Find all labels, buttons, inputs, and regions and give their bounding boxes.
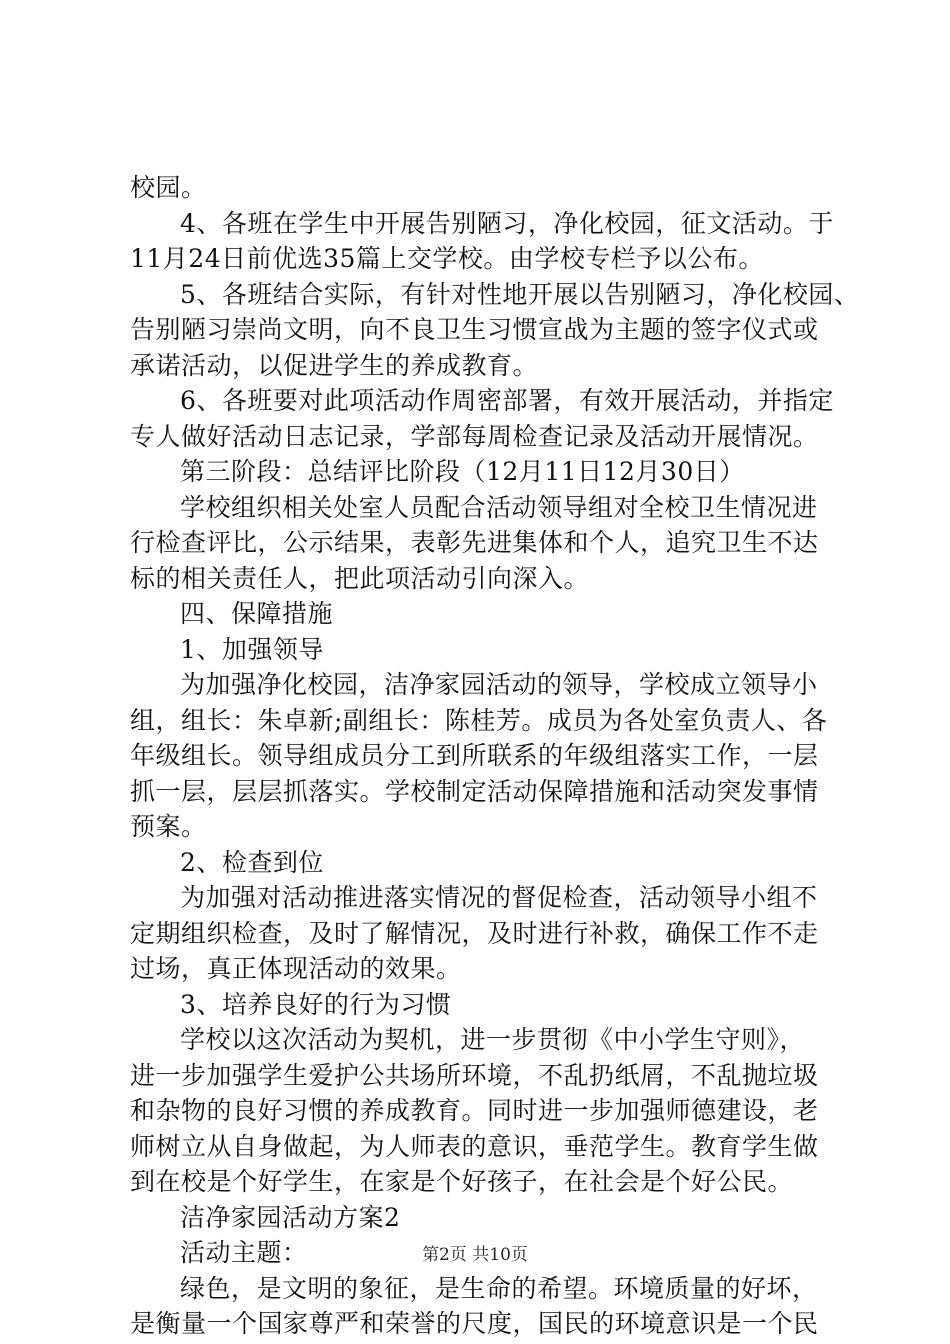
text-line: 6、各班要对此项活动作周密部署，有效开展活动，并指定 — [180, 386, 834, 415]
text-line: 为加强对活动推进落实情况的督促检查，活动领导小组不 — [180, 883, 818, 912]
text-line: 师树立从自身做起，为人师表的意识，垂范学生。教育学生做 — [130, 1131, 819, 1161]
text-line: 到在校是个好学生，在家是个好孩子，在社会是个好公民。 — [130, 1167, 794, 1196]
text-line: 进一步加强学生爱护公共场所环境，不乱扔纸屑，不乱抛垃圾 — [130, 1060, 819, 1090]
text-line: 四、保障措施 — [180, 599, 334, 628]
text-line: 抓一层，层层抓落实。学校制定活动保障措施和活动突发事情 — [130, 776, 819, 806]
text-line: 5、各班结合实际，有针对性地开展以告别陋习，净化校园、 — [180, 279, 860, 309]
text-line: 第三阶段：总结评比阶段（12月11日12月30日） — [180, 457, 745, 486]
text-line: 校园。 — [130, 173, 207, 202]
text-line: 11月24日前优选35篇上交学校。由学校专栏予以公布。 — [130, 244, 764, 273]
document-body — [130, 170, 860, 1342]
text-line: 2、检查到位 — [180, 847, 324, 877]
text-line: 绿色，是文明的象征，是生命的希望。环境质量的好坏， — [180, 1273, 818, 1303]
text-line: 定期组织检查，及时了解情况，及时进行补救，确保工作不走 — [130, 918, 819, 948]
text-line: 专人做好活动日志记录，学部每周检查记录及活动开展情况。 — [130, 421, 819, 451]
text-line: 行检查评比，公示结果，表彰先进集体和个人，追究卫生不达 — [130, 528, 819, 557]
text-line: 是衡量一个国家尊严和荣誉的尺度，国民的环境意识是一个民 — [130, 1309, 819, 1338]
text-line: 洁净家园活动方案2 — [180, 1202, 401, 1232]
page-footer: 第2页 共10页 — [422, 1245, 528, 1265]
text-line: 标的相关责任人，把此项活动引向深入。 — [130, 563, 590, 593]
text-line: 预案。 — [130, 812, 207, 841]
text-line: 过场，真正体现活动的效果。 — [130, 954, 462, 983]
text-line: 活动主题： — [180, 1238, 308, 1267]
text-line: 告别陋习崇尚文明，向不良卫生习惯宣战为主题的签字仪式或 — [130, 315, 819, 344]
text-line: 学校以这次活动为契机，进一步贯彻《中小学生守则》， — [180, 1025, 806, 1054]
text-line: 为加强净化校园，洁净家园活动的领导，学校成立领导小 — [180, 670, 818, 699]
text-line: 承诺活动，以促进学生的养成教育。 — [130, 350, 539, 380]
text-line: 4、各班在学生中开展告别陋习，净化校园，征文活动。于 — [180, 208, 834, 238]
text-line: 3、培养良好的行为习惯 — [180, 989, 452, 1019]
text-line: 1、加强领导 — [180, 634, 324, 664]
text-line: 学校组织相关处室人员配合活动领导组对全校卫生情况进 — [180, 492, 818, 522]
text-line: 年级组长。领导组成员分工到所联系的年级组落实工作，一层 — [130, 741, 819, 770]
text-line: 组，组长：朱卓新;副组长：陈桂芳。成员为各处室负责人、各 — [130, 705, 828, 735]
text-line: 和杂物的良好习惯的养成教育。同时进一步加强师德建设，老 — [130, 1096, 819, 1125]
